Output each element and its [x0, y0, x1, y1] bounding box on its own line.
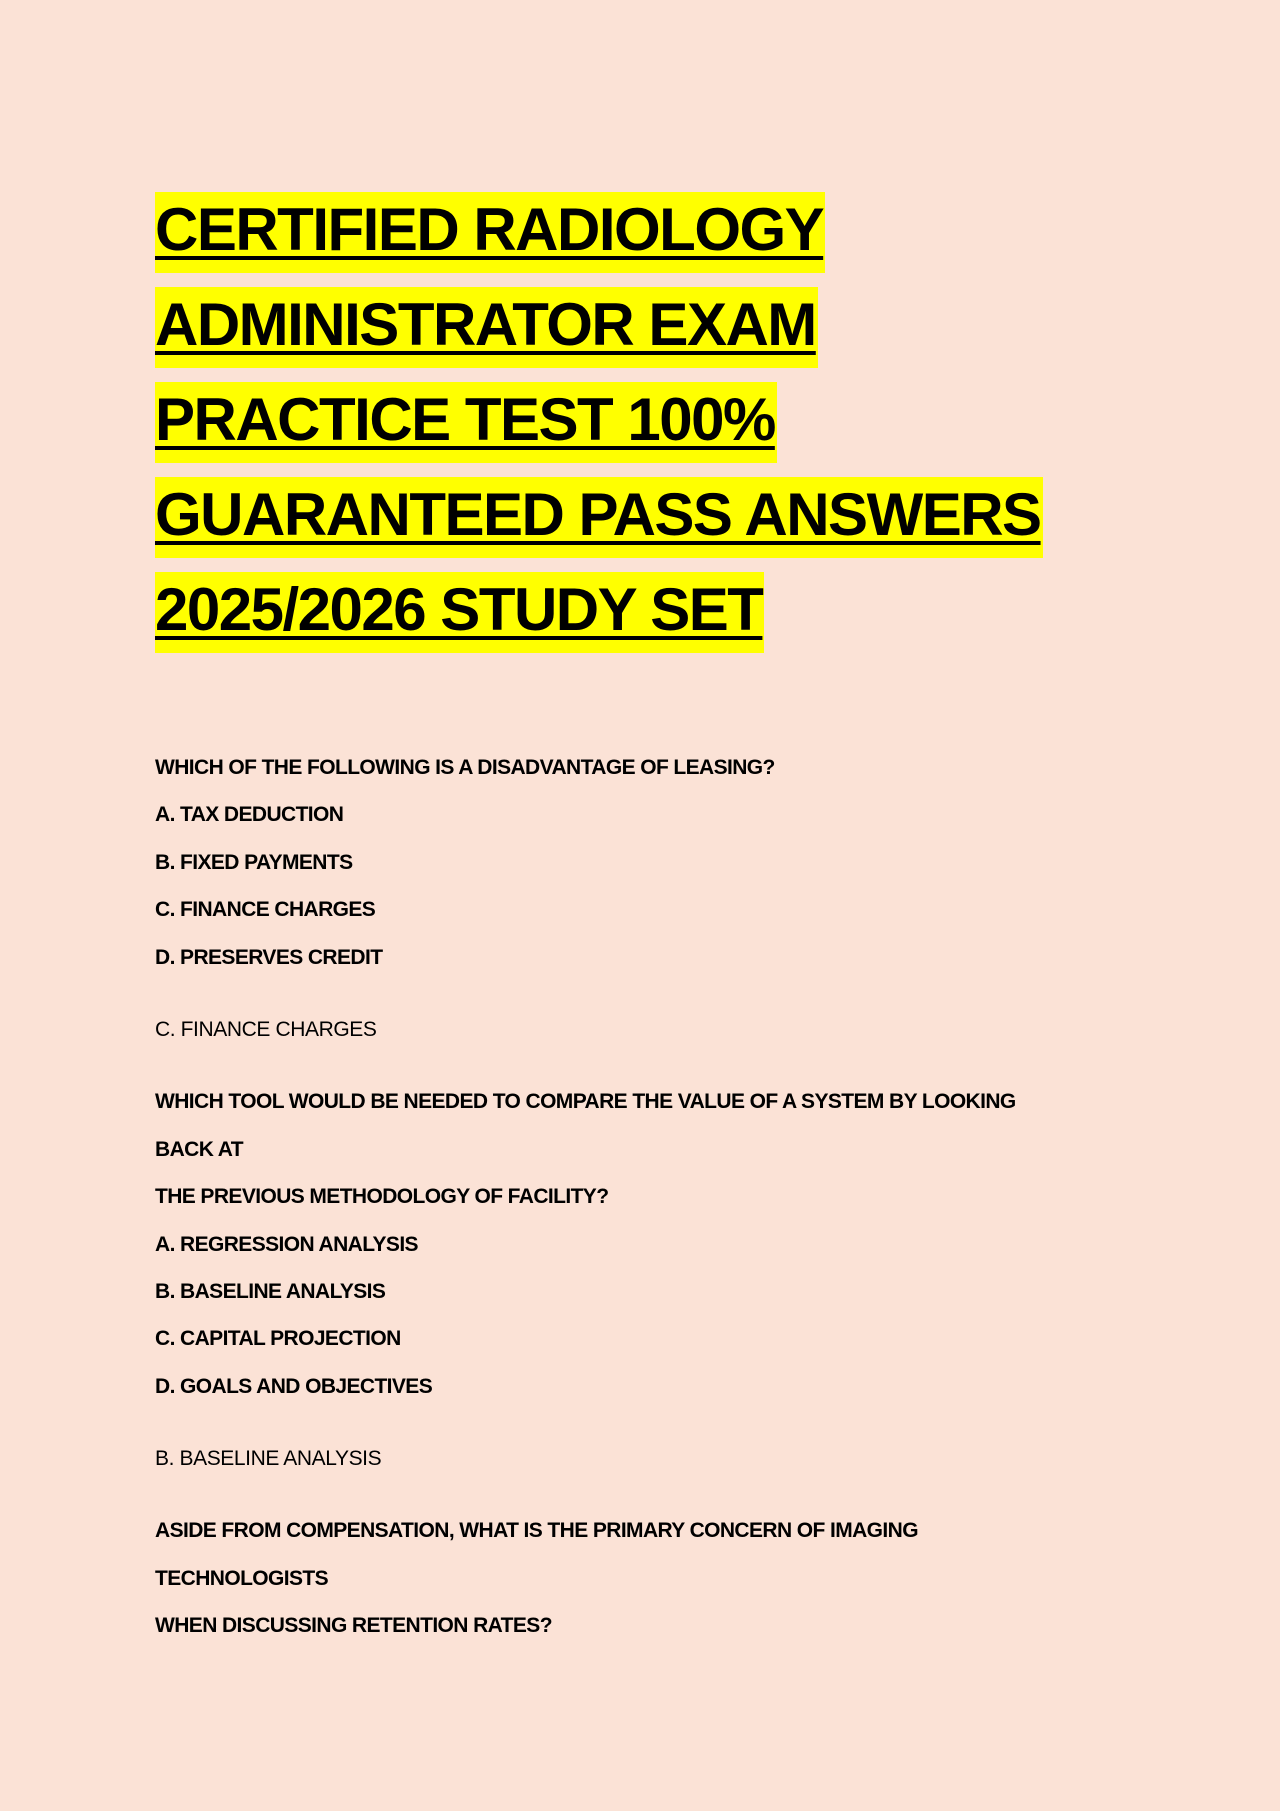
title-line-3: PRACTICE TEST 100%: [155, 382, 777, 463]
title-line-2: ADMINISTRATOR EXAM: [155, 287, 818, 368]
question-text: ASIDE FROM COMPENSATION, WHAT IS THE PRIMARY CONCERN OF IMAGING: [155, 1519, 918, 1543]
questions-list: [155, 750, 1155, 1656]
question-text-continued: THE PREVIOUS METHODOLOGY OF FACILITY?: [155, 1185, 609, 1209]
answer-option-b: B. BASELINE ANALYSIS: [155, 1279, 386, 1303]
question-block-3: [155, 1513, 1155, 1655]
title-line-1: CERTIFIED RADIOLOGY: [155, 192, 825, 273]
question-text-continued: BACK AT: [155, 1137, 243, 1161]
title-line-5: 2025/2026 STUDY SET: [155, 572, 764, 653]
question-text-continued: TECHNOLOGISTS: [155, 1566, 329, 1590]
title-line-4: GUARANTEED PASS ANSWERS: [155, 477, 1043, 558]
correct-answer: C. FINANCE CHARGES: [155, 1017, 377, 1041]
question-block-2: [155, 1084, 1155, 1488]
question-text: WHICH TOOL WOULD BE NEEDED TO COMPARE THE VALUE OF A SYSTEM BY LOOKING: [155, 1090, 1016, 1114]
question-text: WHICH OF THE FOLLOWING IS A DISADVANTAGE OF LEASING?: [155, 756, 775, 779]
document-title: [155, 182, 1155, 657]
answer-option-d: D. GOALS AND OBJECTIVES: [155, 1374, 433, 1398]
answer-option-a: A. REGRESSION ANALYSIS: [155, 1232, 418, 1256]
answer-option-d: D. PRESERVES CREDIT: [155, 945, 383, 969]
answer-option-b: B. FIXED PAYMENTS: [155, 850, 353, 874]
answer-option-a: A. TAX DEDUCTION: [155, 803, 344, 827]
correct-answer: B. BASELINE ANALYSIS: [155, 1447, 382, 1471]
question-text-continued: WHEN DISCUSSING RETENTION RATES?: [155, 1614, 552, 1638]
question-block-1: [155, 750, 1155, 1059]
answer-option-c: C. FINANCE CHARGES: [155, 898, 376, 922]
answer-option-c: C. CAPITAL PROJECTION: [155, 1327, 401, 1351]
